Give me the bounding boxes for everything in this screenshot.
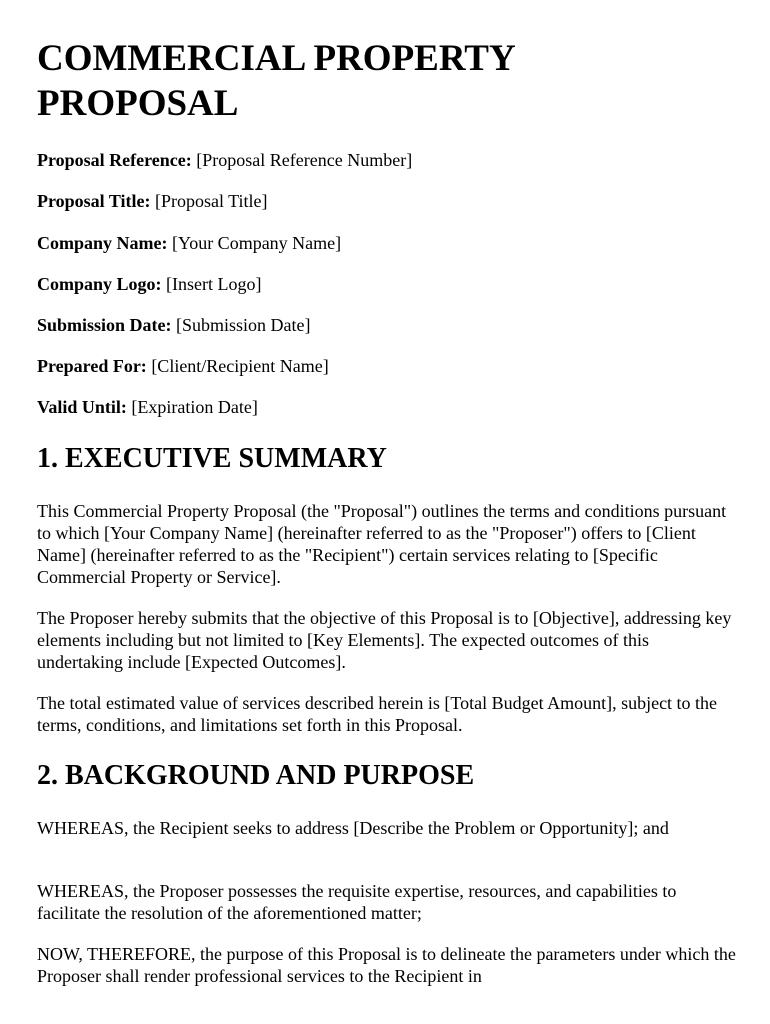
- field-value: [Submission Date]: [171, 315, 311, 335]
- section-heading-executive-summary: 1. EXECUTIVE SUMMARY: [37, 443, 387, 474]
- document-title-line-1: COMMERCIAL PROPERTY: [37, 38, 516, 79]
- field-label: Company Logo:: [37, 274, 162, 294]
- field-label: Proposal Reference:: [37, 150, 192, 170]
- field-label: Submission Date:: [37, 315, 172, 335]
- field-prepared-for: [37, 355, 329, 377]
- executive-summary-paragraph-2: The Proposer hereby submits that the objective of this Proposal is to [Objective], addressing key elements including but not limited to [Key Elements]. The expected outcomes of this undertaking include [Expected Outcomes].: [37, 608, 732, 672]
- field-value: [Client/Recipient Name]: [146, 356, 329, 376]
- field-valid-until: [37, 396, 258, 418]
- field-proposal-reference: [37, 149, 412, 171]
- field-submission-date: [37, 314, 311, 336]
- field-company-name: [37, 232, 341, 254]
- field-label: Prepared For:: [37, 356, 147, 376]
- field-value: [Your Company Name]: [167, 233, 342, 253]
- background-paragraph-1: WHEREAS, the Recipient seeks to address [Describe the Problem or Opportunity]; and: [37, 818, 669, 838]
- field-value: [Insert Logo]: [161, 274, 262, 294]
- background-paragraph-3: NOW, THEREFORE, the purpose of this Proposal is to delineate the parameters under which the Proposer shall render professional services to the Recipient in: [37, 944, 736, 986]
- field-value: [Proposal Reference Number]: [191, 150, 413, 170]
- document-title: [37, 36, 717, 126]
- executive-summary-paragraph-3: The total estimated value of services described herein is [Total Budget Amount], subject to the terms, conditions, and limitations set forth in this Proposal.: [37, 693, 718, 735]
- field-value: [Expiration Date]: [126, 397, 258, 417]
- background-paragraph-2: WHEREAS, the Proposer possesses the requisite expertise, resources, and capabilities to facilitate the resolution of the aforementioned matter;: [37, 881, 677, 923]
- field-label: Company Name:: [37, 233, 168, 253]
- field-label: Proposal Title:: [37, 191, 151, 211]
- field-proposal-title: [37, 190, 268, 212]
- field-company-logo: [37, 273, 261, 295]
- executive-summary-paragraph-1: This Commercial Property Proposal (the "Proposal") outlines the terms and conditions pursuant to which [Your Company Name] (hereinafter referred to as the "Proposer") offers to [Client Name] (hereinafter referred to as the "Recipient") certain services relating to [Specific Commercial Property or Service].: [37, 501, 727, 587]
- document-title-line-2: PROPOSAL: [37, 83, 239, 124]
- field-label: Valid Until:: [37, 397, 127, 417]
- section-heading-background-purpose: 2. BACKGROUND AND PURPOSE: [37, 760, 475, 791]
- field-value: [Proposal Title]: [150, 191, 268, 211]
